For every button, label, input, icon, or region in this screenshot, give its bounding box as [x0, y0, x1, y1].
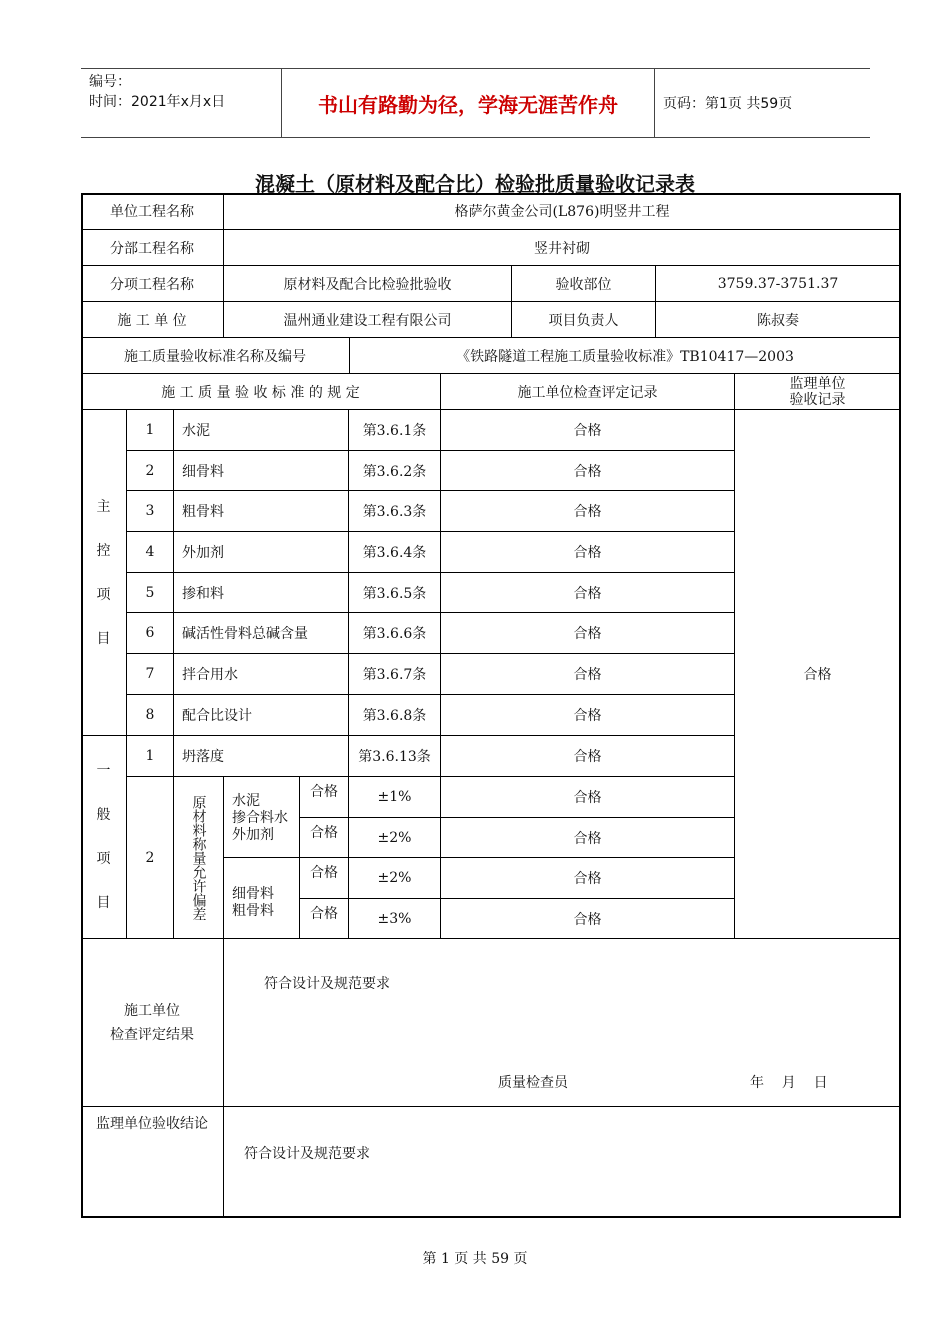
spec-column-header: 施 工 质 量 验 收 标 准 的 规 定	[81, 374, 441, 410]
main-items-group-label	[81, 410, 127, 736]
inspector-label: 质量检查员	[498, 1075, 568, 1091]
main-row-clause: 第3.6.8条	[349, 695, 441, 736]
general-group-char: 一	[96, 763, 111, 779]
main-row-name: 碱活性骨料总碱含量	[174, 613, 349, 654]
code-label: 编号：	[89, 74, 131, 90]
main-row-no: 7	[127, 654, 174, 695]
main-row-result: 合格	[441, 491, 735, 532]
general-row-no: 2	[127, 777, 174, 939]
weighing-tolerance-text: 原材料称量允许偏差	[190, 794, 207, 921]
sub-row-result: 合格	[441, 858, 735, 899]
document-title: 混凝土（原材料及配合比）检验批质量验收记录表	[255, 172, 695, 196]
supervise-header-line1: 监理单位	[789, 375, 846, 392]
main-row-clause: 第3.6.1条	[349, 410, 441, 451]
weighing-tolerance-label	[174, 777, 224, 939]
main-row-clause: 第3.6.4条	[349, 532, 441, 573]
main-row-clause: 第3.6.5条	[349, 573, 441, 613]
main-group-char: 控	[96, 542, 111, 559]
contractor-result-text: 符合设计及规范要求	[264, 976, 390, 992]
main-row-name: 配合比设计	[174, 695, 349, 736]
main-row-result: 合格	[441, 695, 735, 736]
sub-row-result: 合格	[441, 899, 735, 939]
sub-row-mark: 合格	[300, 777, 349, 818]
general-row-clause: 第3.6.13条	[349, 736, 441, 777]
general-group-char: 般	[96, 807, 111, 823]
main-row-result: 合格	[441, 654, 735, 695]
general-row-result: 合格	[441, 736, 735, 777]
general-row-name: 坍落度	[174, 736, 349, 777]
main-group-char: 项	[96, 586, 111, 603]
time-label: 时间：2021年x月x日	[89, 94, 226, 110]
main-row-no: 2	[127, 451, 174, 491]
contractor-result-label-line2: 检查评定结果	[110, 1026, 194, 1043]
general-group-char: 项	[96, 851, 111, 867]
manager-value: 陈叔奏	[656, 302, 901, 338]
item-project-value: 原材料及配合比检验批验收	[224, 266, 512, 302]
unit-project-value: 格萨尔黄金公司(L876)明竖井工程	[224, 193, 901, 230]
page-label: 页码：第1页 共59页	[663, 96, 793, 112]
main-row-no: 8	[127, 695, 174, 736]
sub-row-result: 合格	[441, 818, 735, 858]
record-table	[81, 193, 901, 1218]
sub-row-tolerance: ±3%	[349, 899, 441, 939]
supervise-result: 合格	[735, 410, 901, 939]
main-row-clause: 第3.6.3条	[349, 491, 441, 532]
main-row-clause: 第3.6.7条	[349, 654, 441, 695]
sub-row-tolerance: ±2%	[349, 818, 441, 858]
page-header	[81, 68, 870, 138]
main-row-name: 细骨料	[174, 451, 349, 491]
contractor-label: 施 工 单 位	[81, 302, 224, 338]
supervisor-conclusion-text: 符合设计及规范要求	[244, 1146, 370, 1162]
supervise-column-header	[735, 374, 901, 410]
main-row-result: 合格	[441, 532, 735, 573]
accept-part-value: 3759.37-3751.37	[656, 266, 901, 302]
sub-row-mark: 合格	[300, 858, 349, 899]
main-row-result: 合格	[441, 573, 735, 613]
sub-row-tolerance: ±1%	[349, 777, 441, 818]
main-group-char: 目	[96, 630, 111, 647]
contractor-result-label-line1: 施工单位	[124, 1002, 180, 1019]
main-row-result: 合格	[441, 451, 735, 491]
motto: 书山有路勤为径，学海无涯苦作舟	[281, 69, 655, 137]
main-row-name: 粗骨料	[174, 491, 349, 532]
manager-label: 项目负责人	[512, 302, 656, 338]
main-row-no: 5	[127, 573, 174, 613]
standard-label: 施工质量验收标准名称及编号	[81, 338, 350, 374]
supervisor-conclusion-box	[224, 1107, 901, 1218]
sub-row-mark: 合格	[300, 899, 349, 939]
page-footer: 第 1 页 共 59 页	[422, 1251, 528, 1267]
contractor-value: 温州通业建设工程有限公司	[224, 302, 512, 338]
general-items-group-label	[81, 736, 127, 939]
material-group-b: 细骨料 粗骨料	[224, 858, 300, 939]
accept-part-label: 验收部位	[512, 266, 656, 302]
main-group-char: 主	[96, 498, 111, 515]
sub-row-mark: 合格	[300, 818, 349, 858]
standard-value: 《铁路隧道工程施工质量验收标准》TB10417—2003	[350, 338, 901, 374]
main-row-name: 外加剂	[174, 532, 349, 573]
main-row-no: 3	[127, 491, 174, 532]
general-group-char: 目	[96, 895, 111, 911]
inspector-date: 年 月 日	[750, 1075, 828, 1091]
main-row-name: 掺和料	[174, 573, 349, 613]
contractor-result-label	[81, 939, 224, 1107]
supervisor-conclusion-label: 监理单位验收结论	[81, 1107, 224, 1218]
header-meta	[81, 69, 281, 137]
sub-project-value: 竖井衬砌	[224, 230, 901, 266]
sub-row-tolerance: ±2%	[349, 858, 441, 899]
main-row-no: 1	[127, 410, 174, 451]
item-project-label: 分项工程名称	[81, 266, 224, 302]
main-row-name: 拌合用水	[174, 654, 349, 695]
main-row-no: 6	[127, 613, 174, 654]
main-row-result: 合格	[441, 410, 735, 451]
sub-row-result: 合格	[441, 777, 735, 818]
material-group-a: 水泥 掺合料水 外加剂	[224, 777, 300, 858]
main-row-name: 水泥	[174, 410, 349, 451]
main-row-result: 合格	[441, 613, 735, 654]
check-column-header: 施工单位检查评定记录	[441, 374, 735, 410]
main-row-clause: 第3.6.2条	[349, 451, 441, 491]
supervise-header-line2: 验收记录	[789, 391, 846, 408]
sub-project-label: 分部工程名称	[81, 230, 224, 266]
main-row-clause: 第3.6.6条	[349, 613, 441, 654]
main-row-no: 4	[127, 532, 174, 573]
contractor-result-box	[224, 939, 901, 1107]
unit-project-label: 单位工程名称	[81, 193, 224, 230]
general-row-no: 1	[127, 736, 174, 777]
